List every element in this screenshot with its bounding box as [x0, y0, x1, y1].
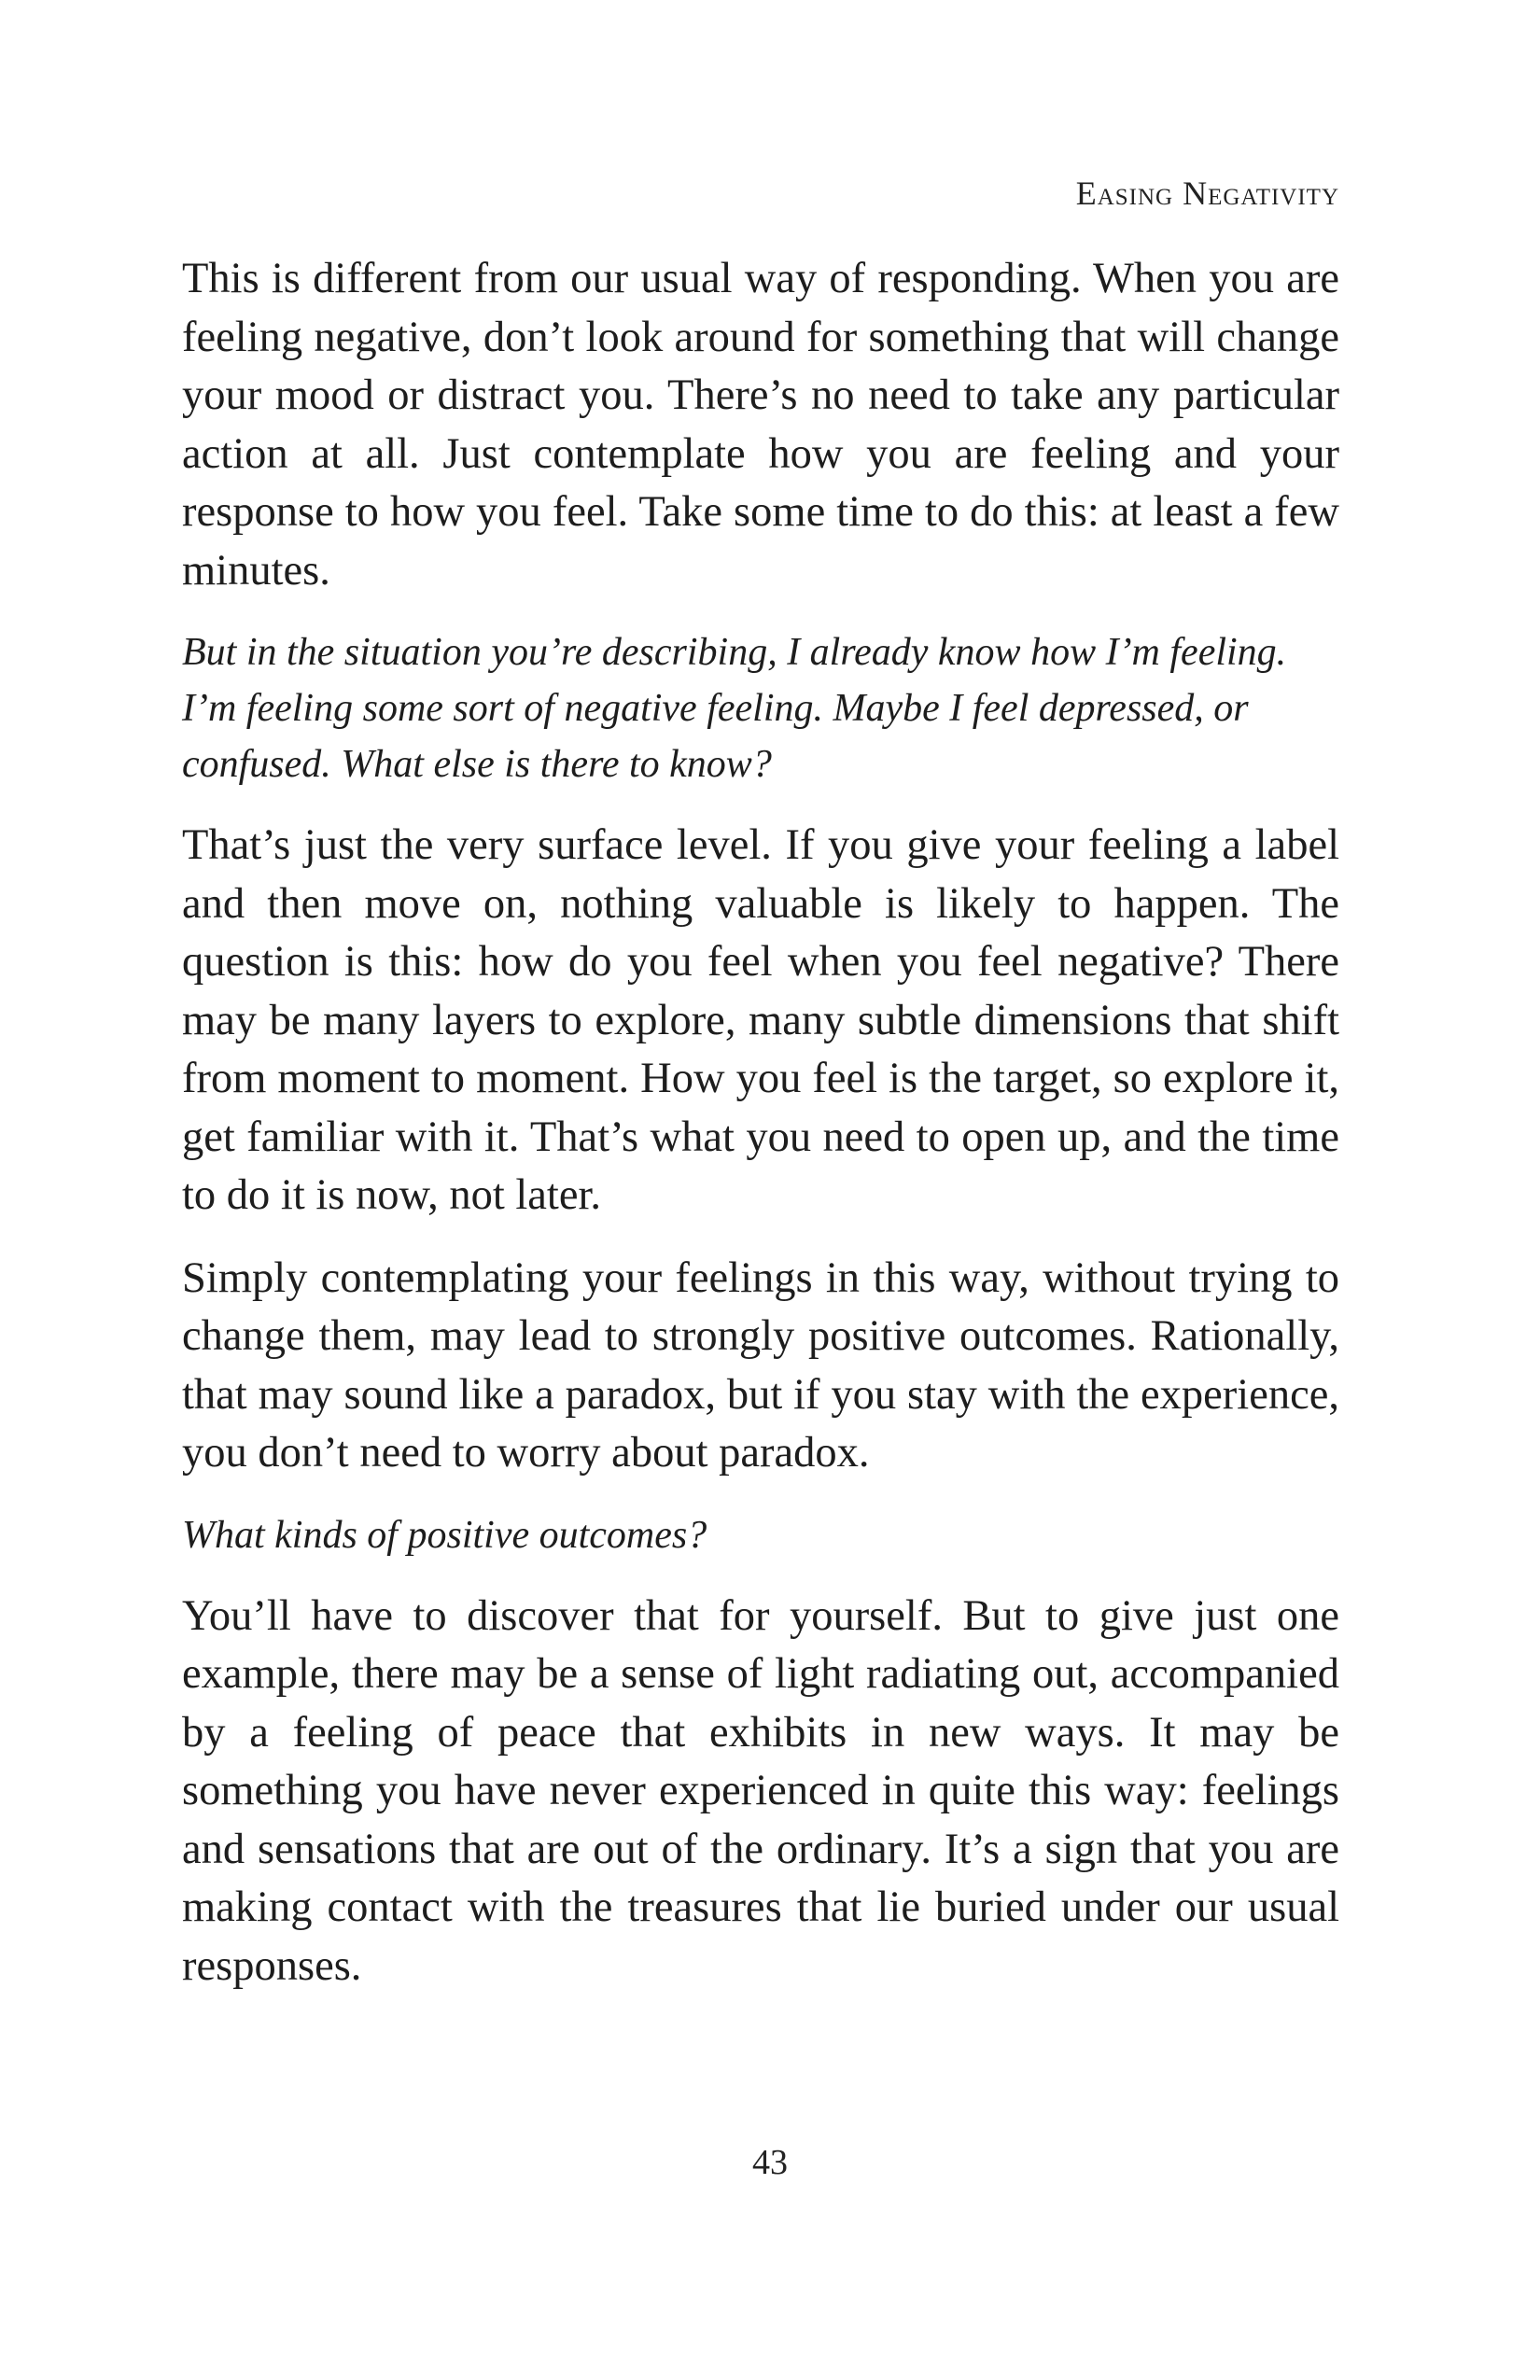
- body-paragraph: Simply contemplating your feelings in this way, without trying to change them, may lead to strongly positive outcomes. Rationally, that may sound like a paradox, but if you stay with the experience, you don’t need to worry about paradox.: [182, 1253, 1339, 1477]
- page-number: 43: [752, 2143, 788, 2182]
- body-paragraph: That’s just the very surface level. If you give your feeling a label and then move on, nothing valuable is likely to happen. The question is this: how do you feel when you feel negative? There may be many layers to explore, many subtle dimensions that shift from moment to moment. How you feel is the target, so explore it, get familiar with it. That’s what you need to open up, and the time to do it is now, not later.: [182, 821, 1339, 1219]
- page-body: [182, 250, 1339, 2020]
- question-paragraph: What kinds of positive outcomes?: [182, 1513, 707, 1557]
- running-head: Easing Negativity: [1075, 175, 1339, 212]
- body-paragraph: This is different from our usual way of responding. When you are feeling negative, don’t look around for something that will change your mood or distract you. There’s no need to take any particular action at all. Just contemplate how you are feeling and your response to how you feel. Take some time to do this: at least a few minutes.: [182, 255, 1339, 595]
- body-paragraph: You’ll have to discover that for yourself. But to give just one example, there may be a sense of light radiating out, accompanied by a feeling of peace that exhibits in new ways. It may be something you have never experienced in quite this way: feelings and sensations that are out of the ordinary. It’s a sign that you are making contact with the treasures that lie buried under our usual responses.: [182, 1591, 1339, 1990]
- question-paragraph: But in the situation you’re describing, I already know how I’m feeling. I’m feeling some sort of negative feeling. Maybe I feel depressed, or confused. What else is there to know?: [182, 631, 1287, 786]
